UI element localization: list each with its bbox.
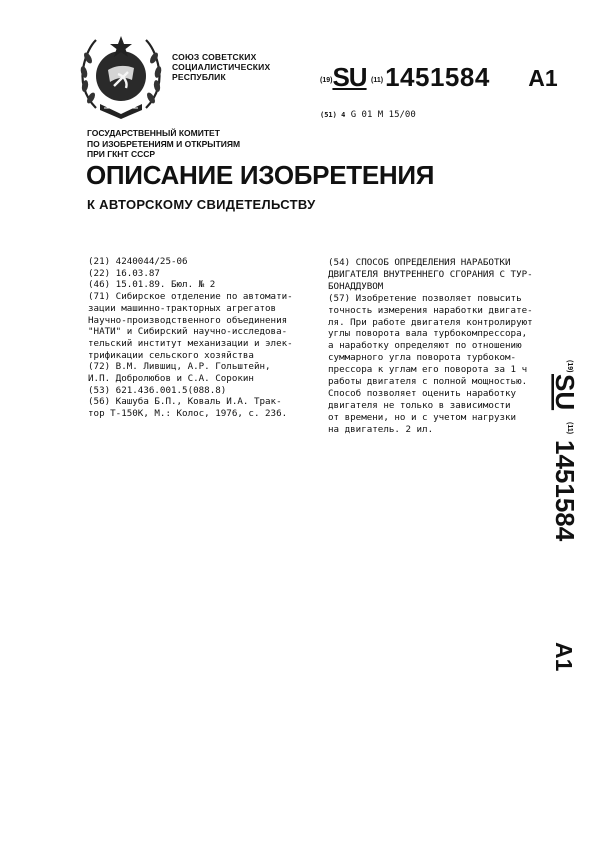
abstract-line: суммарного угла поворота турбоком- bbox=[328, 352, 517, 364]
abstract-line: прессора к углам его поворота за 1 ч bbox=[328, 364, 528, 376]
abstract-line: на двигатель. 2 ил. bbox=[328, 423, 434, 435]
bibliographic-data bbox=[88, 256, 318, 420]
side-publication-number bbox=[550, 360, 586, 690]
number-tag: (11) bbox=[371, 77, 384, 84]
ipc-classification bbox=[320, 110, 416, 120]
abstract-section bbox=[328, 257, 560, 436]
committee-line: ГОСУДАРСТВЕННЫЙ КОМИТЕТ bbox=[87, 128, 220, 138]
bibliography-line: Научно-производственного объединения bbox=[88, 314, 288, 326]
committee-line: ПРИ ГКНТ СССР bbox=[87, 149, 156, 159]
document-subtitle: К АВТОРСКОМУ СВИДЕТЕЛЬСТВУ bbox=[87, 197, 316, 212]
abstract-line: Способ позволяет оценить наработку bbox=[328, 387, 517, 399]
bibliography-line: (56) Кашуба Б.П., Коваль И.А. Трак- bbox=[88, 396, 282, 408]
abstract-line: а наработку определяют по отношению bbox=[328, 340, 522, 352]
abstract-line: точность измерения наработки двигате- bbox=[328, 304, 533, 316]
bibliography-line: тельский институт механизации и элек- bbox=[88, 337, 293, 349]
publication-number bbox=[320, 62, 558, 93]
abstract-line: углы поворота вала турбокомпрессора, bbox=[328, 328, 528, 340]
committee-name bbox=[87, 128, 240, 160]
state-emblem-icon bbox=[78, 30, 164, 120]
side-kind-code: A1 bbox=[551, 642, 577, 672]
document-title: ОПИСАНИЕ ИЗОБРЕТЕНИЯ bbox=[86, 160, 435, 190]
bibliography-line: трификации сельского хозяйства bbox=[88, 349, 254, 361]
abstract-line: двигателя не только в зависимости bbox=[328, 399, 511, 411]
bibliography-line: "НАТИ" и Сибирский научно-исследова- bbox=[88, 326, 288, 338]
side-country-code: SU bbox=[550, 374, 580, 411]
abstract-line: (57) Изобретение позволяет повысить bbox=[328, 292, 522, 304]
issuer-line: РЕСПУБЛИК bbox=[172, 72, 226, 82]
bibliography-line: тор Т-150К, М.: Колос, 1976, с. 236. bbox=[88, 408, 288, 420]
bibliography-line: (72) В.М. Лившиц, А.Р. Гольштейн, bbox=[88, 361, 271, 373]
abstract-line: ля. При работе двигателя контролируют bbox=[328, 316, 533, 328]
ipc-tag: (51) 4 bbox=[320, 111, 346, 119]
abstract-line: (54) СПОСОБ ОПРЕДЕЛЕНИЯ НАРАБОТКИ bbox=[328, 257, 511, 268]
bibliography-line: (71) Сибирское отделение по автомати- bbox=[88, 291, 293, 303]
bibliography-line: (46) 15.01.89. Бюл. № 2 bbox=[88, 279, 216, 291]
abstract-line: БОНАДДУВОМ bbox=[328, 280, 384, 292]
bibliography-line: (53) 621.436.001.5(088.8) bbox=[88, 384, 227, 396]
issuer-line: СОЦИАЛИСТИЧЕСКИХ bbox=[172, 62, 271, 72]
ipc-code: G 01 M 15/00 bbox=[350, 110, 416, 120]
country-code: SU bbox=[332, 62, 367, 92]
issuer-name bbox=[172, 52, 270, 82]
abstract-line: ДВИГАТЕЛЯ ВНУТРЕННЕГО СГОРАНИЯ С ТУР- bbox=[328, 268, 533, 280]
side-patent-number: 1451584 bbox=[550, 440, 580, 542]
kind-code: A1 bbox=[528, 65, 558, 91]
bibliography-line: (22) 16.03.87 bbox=[88, 267, 160, 279]
committee-line: ПО ИЗОБРЕТЕНИЯМ И ОТКРЫТИЯМ bbox=[87, 138, 241, 149]
country-tag: (19) bbox=[320, 77, 333, 84]
side-country-tag: (19) bbox=[566, 360, 573, 373]
bibliography-line: зации машинно-тракторных агрегатов bbox=[88, 302, 277, 314]
bibliography-line: И.П. Добролюбов и С.А. Сорокин bbox=[88, 373, 254, 385]
abstract-line: от времени, но и с учетом нагрузки bbox=[328, 411, 517, 423]
abstract-line: работы двигателя с полной мощностью. bbox=[328, 376, 528, 388]
patent-number: 1451584 bbox=[385, 62, 490, 92]
side-number-tag: (11) bbox=[566, 422, 573, 435]
issuer-line: СОЮЗ СОВЕТСКИХ bbox=[172, 52, 257, 62]
bibliography-line: (21) 4240044/25-06 bbox=[88, 256, 188, 267]
